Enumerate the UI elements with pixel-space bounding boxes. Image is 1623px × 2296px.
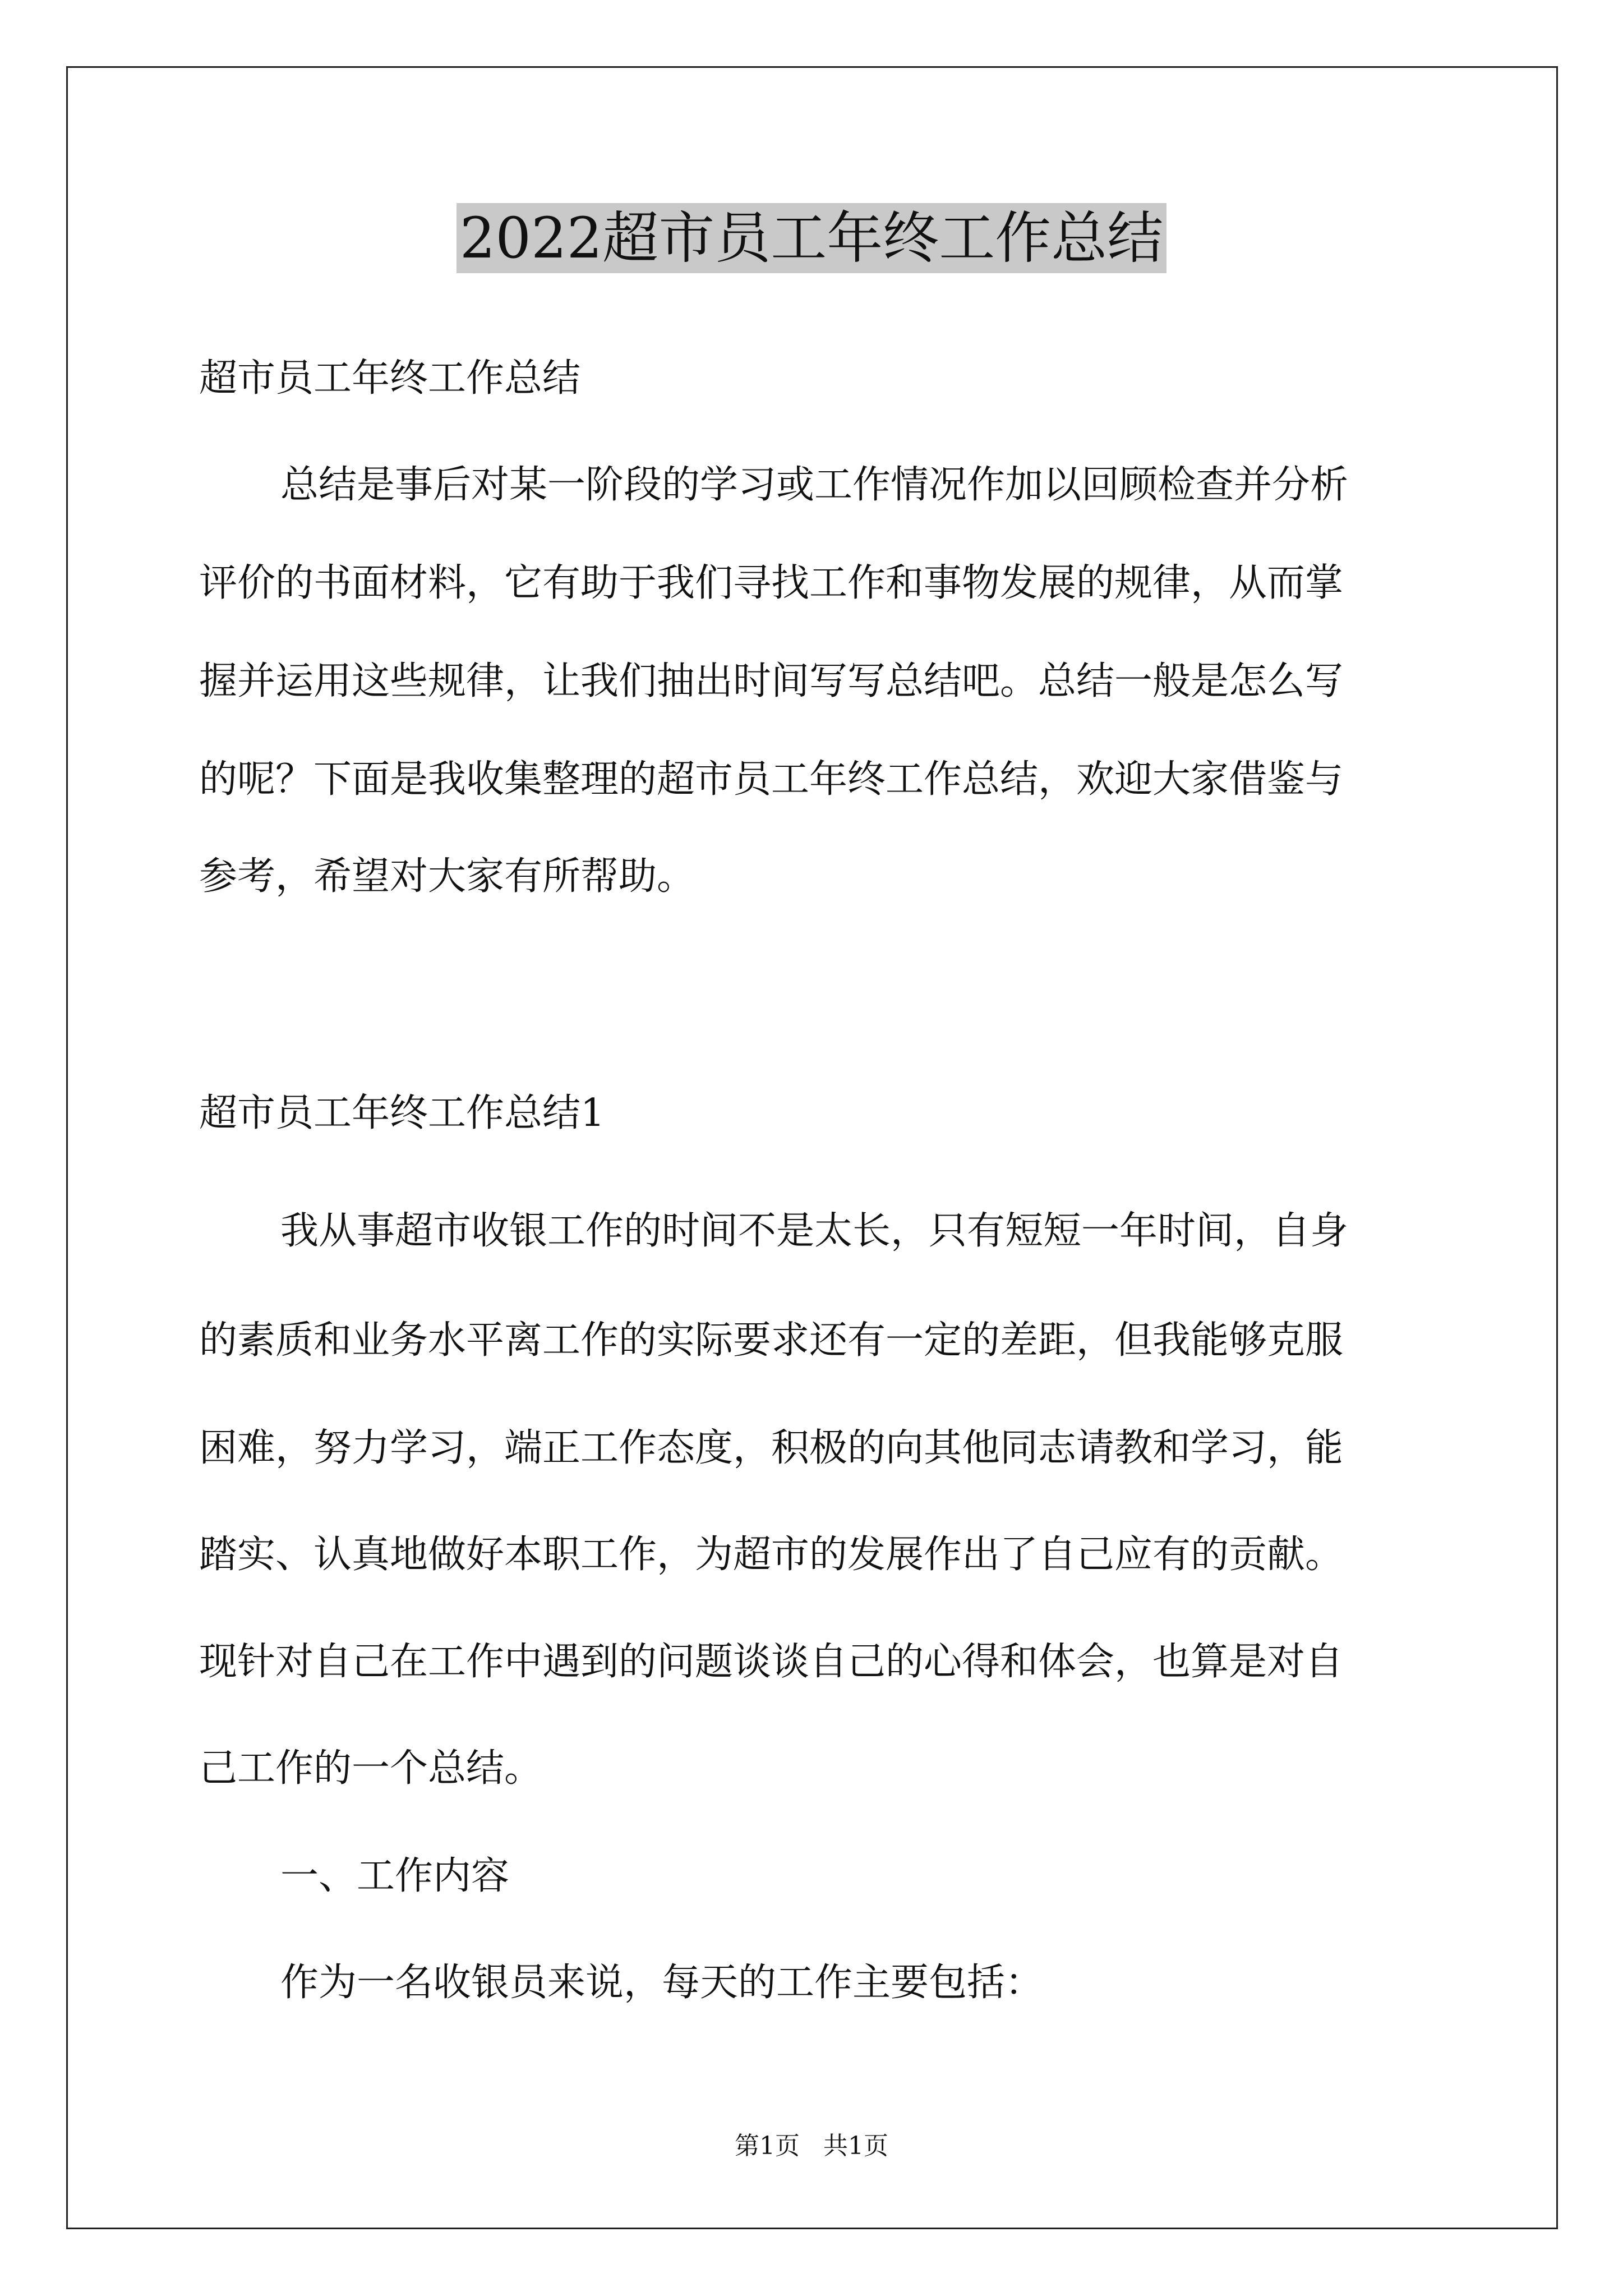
section-1-line-4: 踏实、认真地做好本职工作，为超市的发展作出了自己应有的贡献。 — [199, 1533, 1344, 1577]
document-title — [0, 202, 1623, 275]
intro-line-5: 参考，希望对大家有所帮助。 — [199, 854, 695, 899]
intro-line-4: 的呢？下面是我收集整理的超市员工年终工作总结，欢迎大家借鉴与 — [199, 757, 1344, 802]
section-1-line-5: 现针对自己在工作中遇到的问题谈谈自己的心得和体会，也算是对自 — [199, 1640, 1344, 1684]
intro-line-1: 总结是事后对某一阶段的学习或工作情况作加以回顾检查并分析 — [280, 463, 1349, 507]
section-1-line-2: 的素质和业务水平离工作的实际要求还有一定的差距，但我能够克服 — [199, 1318, 1344, 1363]
intro-line-2: 评价的书面材料，它有助于我们寻找工作和事物发展的规律，从而掌 — [199, 561, 1344, 605]
item-1-line: 作为一名收银员来说，每天的工作主要包括： — [280, 1961, 1044, 2005]
section-1-line-1: 我从事超市收银工作的时间不是太长，只有短短一年时间，自身 — [280, 1209, 1349, 1253]
document-title-text: 2022超市员工年终工作总结 — [457, 203, 1167, 273]
intro-line-3: 握并运用这些规律，让我们抽出时间写写总结吧。总结一般是怎么写 — [199, 659, 1344, 703]
section-1-heading: 超市员工年终工作总结1 — [199, 1091, 605, 1135]
section-1-line-6: 己工作的一个总结。 — [199, 1746, 543, 1791]
page-footer: 第1页 共1页 — [735, 2132, 888, 2160]
section-1-line-3: 困难，努力学习，端正工作态度，积极的向其他同志请教和学习，能 — [199, 1426, 1344, 1470]
document-subtitle: 超市员工年终工作总结 — [199, 356, 581, 401]
item-1-heading: 一、工作内容 — [280, 1854, 510, 1898]
